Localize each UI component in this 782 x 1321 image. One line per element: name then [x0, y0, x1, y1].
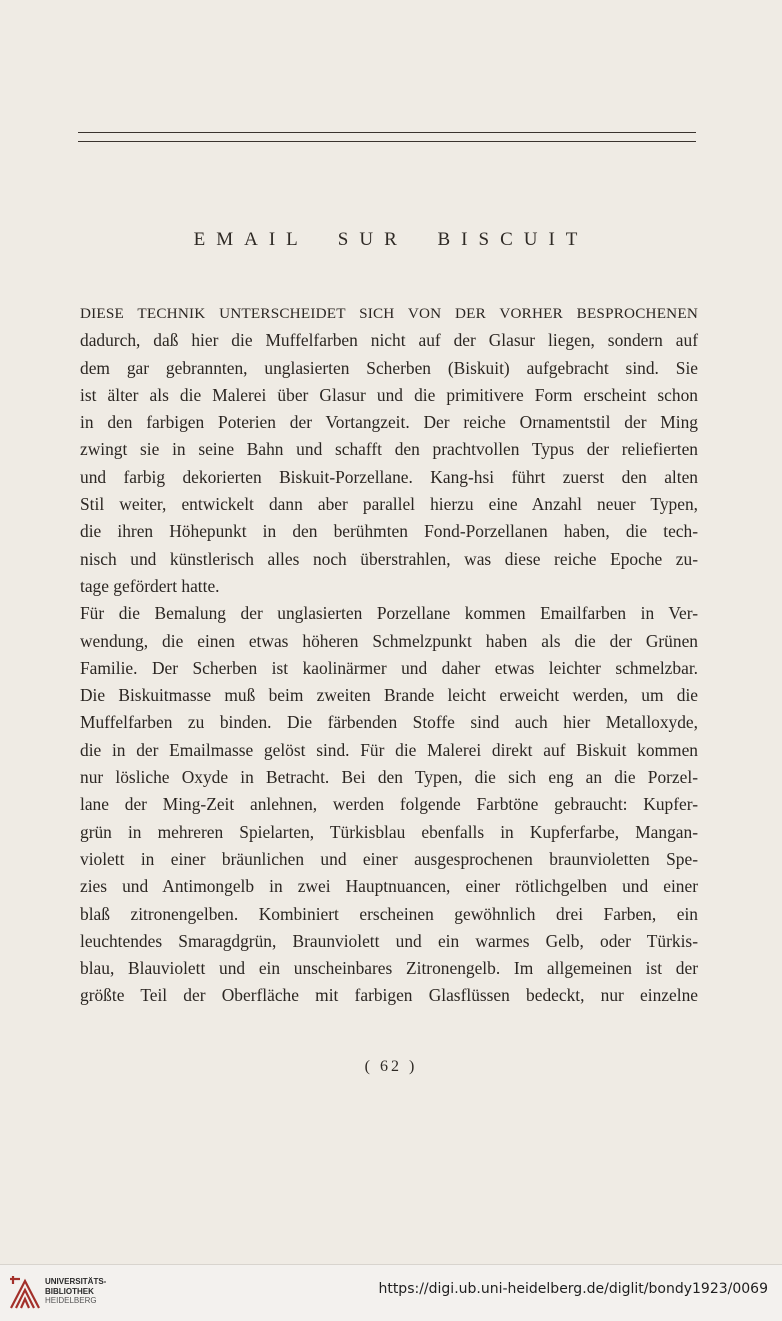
text-line: Die Biskuitmasse muß beim zweiten Brande leicht erweicht werden, um die — [80, 685, 698, 706]
page-url-link[interactable]: https://digi.ub.uni-heidelberg.de/diglit/bondy1923/0069 — [378, 1281, 768, 1297]
page-number: ( 62 ) — [364, 1058, 418, 1075]
text-line: in den farbigen Poterien der Vortangzeit. Der reiche Ornamentstil der Ming — [80, 412, 698, 433]
text-line: zwingt sie in seine Bahn und schafft den prachtvollen Typus der reliefierten — [80, 439, 698, 460]
text-line: nur lösliche Oxyde in Betracht. Bei den Typen, die sich eng an die Porzel- — [80, 767, 698, 788]
university-library-logo-icon[interactable] — [8, 1275, 42, 1311]
text-line: lane der Ming-Zeit anlehnen, werden folgende Farbtöne gebraucht: Kupfer- — [80, 794, 698, 815]
text-line: Familie. Der Scherben ist kaolinärmer und daher etwas leichter schmelzbar. — [80, 657, 698, 678]
text-line: nisch und künstlerisch alles noch überstrahlen, was diese reiche Epoche zu- — [80, 548, 698, 569]
text-line: die in der Emailmasse gelöst sind. Für die Malerei direkt auf Biskuit kommen — [80, 739, 698, 760]
text-line: und farbig dekorierten Biskuit-Porzellane. Kang-hsi führt zuerst den alten — [80, 466, 698, 487]
body-text — [80, 300, 698, 1010]
text-line: dadurch, daß hier die Muffelfarben nicht auf der Glasur liegen, sondern auf — [80, 330, 698, 351]
text-line: violett in einer bräunlichen und einer ausgesprochenen braunvioletten Spe- — [80, 848, 698, 869]
library-name-line1: UNIVERSITÄTS- — [45, 1277, 107, 1286]
text-line: blau, Blauviolett und ein unscheinbares Zitronengelb. Im allgemeinen ist der — [80, 958, 698, 979]
text-line: die ihren Höhepunkt in den berühmten Fond-Porzellanen haben, die tech- — [80, 521, 698, 542]
viewer-footer — [0, 1264, 782, 1321]
text-line: grün in mehreren Spielarten, Türkisblau ebenfalls in Kupferfarbe, Mangan- — [80, 821, 698, 842]
text-line: zies und Antimongelb in zwei Hauptnuancen, einer rötlichgelben und einer — [80, 876, 698, 897]
top-double-rule-inner — [78, 141, 696, 142]
text-line: blaß zitronengelben. Kombiniert erscheinen gewöhnlich drei Farben, ein — [80, 903, 698, 924]
text-line: Muffelfarben zu binden. Die färbenden Stoffe sind auch hier Metalloxyde, — [80, 712, 698, 733]
text-line: Für die Bemalung der unglasierten Porzellane kommen Emailfarben in Ver- — [80, 603, 698, 624]
top-double-rule — [78, 132, 696, 133]
text-line: Stil weiter, entwickelt dann aber parallel hierzu eine Anzahl neuer Typen, — [80, 494, 698, 515]
library-name[interactable] — [45, 1277, 106, 1306]
chapter-heading: EMAIL SUR BISCUIT — [193, 229, 589, 250]
text-line: ist älter als die Malerei über Glasur und die primitivere Form erscheint schon — [80, 384, 698, 405]
text-line: tage gefördert hatte. — [80, 575, 220, 596]
text-line: leuchtendes Smaragdgrün, Braunviolett und ein warmes Gelb, oder Türkis- — [80, 930, 698, 951]
text-line: größte Teil der Oberfläche mit farbigen Glasflüssen bedeckt, nur einzelne — [80, 985, 698, 1006]
text-line: DIESE TECHNIK UNTERSCHEIDET SICH VON DER VORHER BESPROCHENEN — [80, 305, 698, 322]
text-line: wendung, die einen etwas höheren Schmelzpunkt haben als die der Grünen — [80, 630, 698, 651]
library-name-line2: BIBLIOTHEK — [45, 1286, 94, 1296]
library-name-line3: HEIDELBERG — [45, 1296, 97, 1305]
text-line: dem gar gebrannten, unglasierten Scherben (Biskuit) aufgebracht sind. Sie — [80, 357, 698, 378]
